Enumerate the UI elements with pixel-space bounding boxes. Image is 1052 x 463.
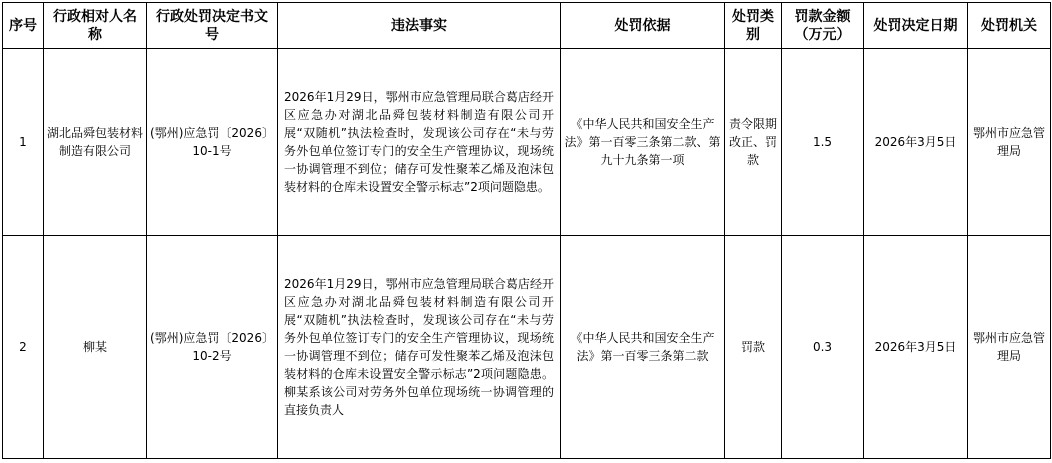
cell-basis: 《中华人民共和国安全生产法》第一百零三条第二款、第九十九条第一项 [561, 49, 725, 236]
table-row [3, 236, 1051, 459]
cell-amount: 1.5 [782, 49, 864, 236]
cell-doc-no: (鄂州)应急罚〔2026〕10-2号 [147, 236, 278, 459]
header-category: 处罚类别 [725, 3, 782, 49]
header-authority: 处罚机关 [968, 3, 1051, 49]
cell-basis: 《中华人民共和国安全生产法》第一百零三条第二款 [561, 236, 725, 459]
cell-facts: 2026年1月29日，鄂州市应急管理局联合葛店经开区应急办对湖北品舜包装材料制造有限公司开展“双随机”执法检查时，发现该公司存在“未与劳务外包单位签订专门的安全生产管理协议，现场统一协调管理不到位；储存可发性聚苯乙烯及泡沫包装材料的仓库未设置安全警示标志”2项问题隐患。 [278, 49, 561, 236]
cell-party: 湖北品舜包装材料制造有限公司 [44, 49, 147, 236]
cell-date: 2026年3月5日 [864, 49, 968, 236]
cell-authority: 鄂州市应急管理局 [968, 49, 1051, 236]
header-row [3, 3, 1051, 49]
header-no: 序号 [3, 3, 44, 49]
header-amount: 罚款金额（万元） [782, 3, 864, 49]
cell-category: 罚款 [725, 236, 782, 459]
cell-no: 1 [3, 49, 44, 236]
cell-amount: 0.3 [782, 236, 864, 459]
cell-date: 2026年3月5日 [864, 236, 968, 459]
header-doc-no: 行政处罚决定书文号 [147, 3, 278, 49]
cell-doc-no: (鄂州)应急罚〔2026〕10-1号 [147, 49, 278, 236]
header-party: 行政相对人名称 [44, 3, 147, 49]
cell-authority: 鄂州市应急管理局 [968, 236, 1051, 459]
cell-party: 柳某 [44, 236, 147, 459]
table-row [3, 49, 1051, 236]
header-date: 处罚决定日期 [864, 3, 968, 49]
cell-category: 责令限期改正、罚款 [725, 49, 782, 236]
cell-facts: 2026年1月29日，鄂州市应急管理局联合葛店经开区应急办对湖北品舜包装材料制造有限公司开展“双随机”执法检查时，发现该公司存在“未与劳务外包单位签订专门的安全生产管理协议，现场统一协调管理不到位；储存可发性聚苯乙烯及泡沫包装材料的仓库未设置安全警示标志”2项问题隐患。柳某系该公司对劳务外包单位现场统一协调管理的直接负责人 [278, 236, 561, 459]
cell-no: 2 [3, 236, 44, 459]
penalty-table [2, 2, 1051, 459]
header-basis: 处罚依据 [561, 3, 725, 49]
header-facts: 违法事实 [278, 3, 561, 49]
